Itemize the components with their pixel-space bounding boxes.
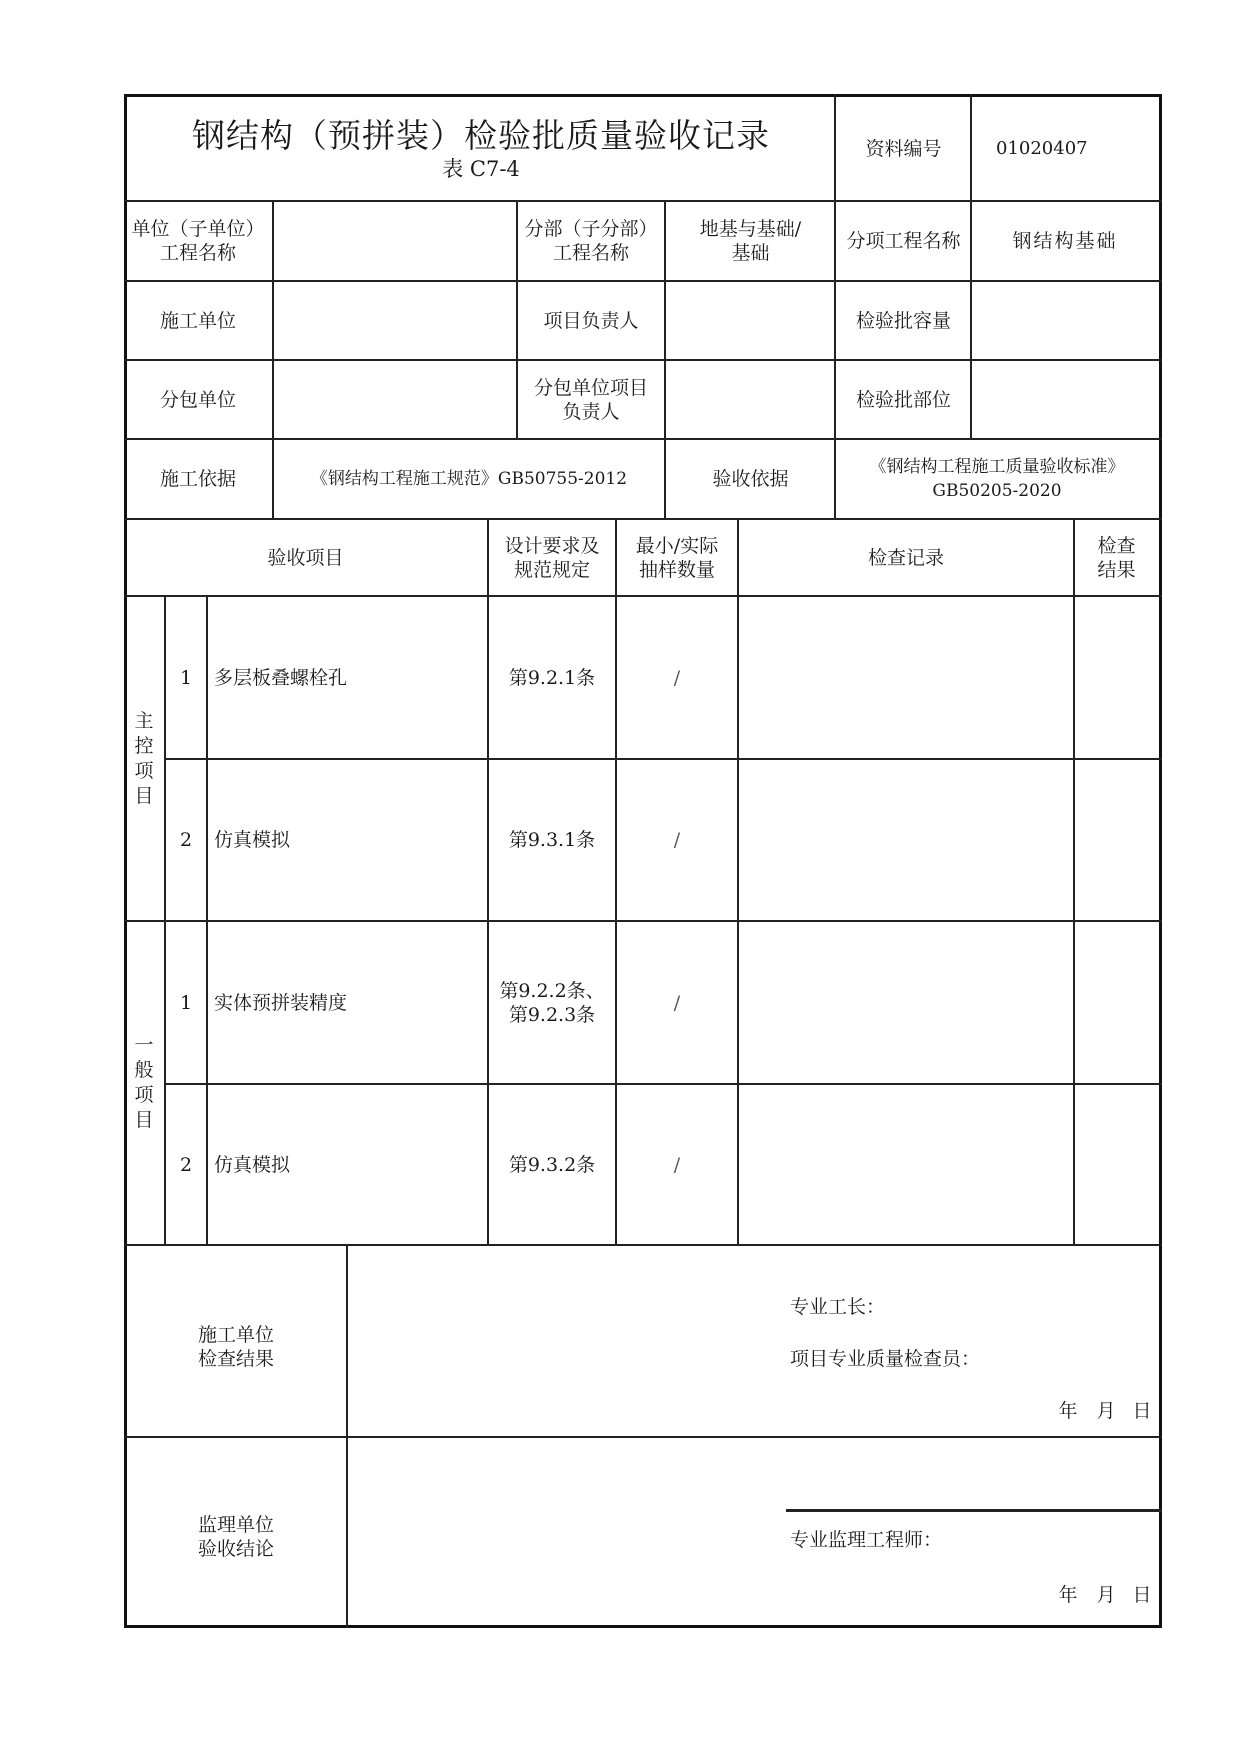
contractor-label: 施工单位: [159, 310, 236, 332]
general-row-2-record: [739, 1085, 1073, 1244]
subitem-name-value: 钢结构基础: [1012, 230, 1118, 252]
subcontractor-label: 分包单位: [159, 389, 236, 411]
main-row-2-clause: 第9.3.1条: [508, 829, 596, 851]
contractor-check-label: 施工单位 检查结果: [198, 1324, 275, 1370]
unit-name-label: 单位（子单位） 工程名称: [131, 218, 265, 264]
general-row-1-no: 1: [179, 991, 193, 1014]
acceptance-basis-value: 《钢结构工程施工质量验收标准》 GB50205-2020: [869, 457, 1125, 501]
main-row-1-no: 1: [179, 666, 193, 689]
supervision-date-year: 年: [1058, 1584, 1078, 1606]
quality-inspector-label: 项目专业质量检查员：: [790, 1348, 981, 1370]
main-row-1-name: 多层板叠螺栓孔: [214, 666, 348, 689]
grid-line: [516, 200, 518, 439]
col-header-item: 验收项目: [267, 546, 344, 569]
grid-line: [1073, 518, 1075, 1245]
main-row-2-name: 仿真模拟: [214, 829, 291, 851]
main-row-2-record: [739, 760, 1073, 920]
main-row-1-record: [739, 597, 1073, 758]
general-row-2-clause: 第9.3.2条: [508, 1153, 596, 1176]
main-row-2-no: 2: [179, 829, 193, 851]
grid-line: [737, 518, 739, 1245]
main-row-1-clause: 第9.2.1条: [508, 666, 596, 689]
col-header-design: 设计要求及 规范规定: [504, 534, 600, 581]
supervising-engineer-label: 专业监理工程师：: [790, 1529, 943, 1551]
grid-line: [124, 280, 1162, 282]
grid-line: [164, 595, 166, 1245]
main-row-1-result: [1075, 597, 1158, 758]
grid-line: [124, 359, 1162, 361]
general-row-1-result: [1075, 922, 1158, 1083]
general-row-2-result: [1075, 1085, 1158, 1244]
grid-line: [346, 1244, 348, 1628]
unit-name-value: [274, 202, 516, 280]
contractor-value: [274, 282, 516, 360]
batch-location-label: 检验批部位: [855, 389, 951, 411]
project-manager-label: 项目负责人: [543, 310, 639, 332]
general-row-1-clause: 第9.2.2条、 第9.2.3条: [499, 979, 605, 1026]
main-row-2-result: [1075, 760, 1158, 920]
col-header-record: 检查记录: [867, 546, 944, 569]
grid-line: [834, 200, 836, 518]
grid-line: [124, 1244, 1162, 1246]
grid-line: [166, 1083, 1162, 1085]
contractor-date-month: 月: [1096, 1400, 1116, 1422]
grid-line: [124, 200, 1162, 202]
grid-line: [272, 200, 274, 518]
col-header-result: 检查 结果: [1097, 534, 1136, 581]
grid-line: [664, 200, 666, 518]
col-header-sample: 最小/实际 抽样数量: [635, 534, 719, 581]
subitem-name-label: 分项工程名称: [846, 230, 961, 252]
project-manager-value: [666, 282, 835, 360]
main-row-2-sample: /: [673, 829, 681, 851]
batch-capacity-value: [972, 282, 1158, 360]
grid-line: [124, 518, 1162, 520]
main-control-group-label: 主 控 项 目: [134, 709, 154, 807]
form-title-block: [127, 97, 835, 200]
division-name-value: 地基与基础/ 基础: [699, 218, 802, 264]
main-row-1-sample: /: [673, 666, 681, 689]
general-row-2-no: 2: [179, 1153, 193, 1176]
grid-line: [124, 595, 1162, 597]
general-row-2-name: 仿真模拟: [214, 1153, 291, 1176]
grid-line: [206, 595, 208, 1245]
grid-line: [970, 200, 972, 439]
batch-capacity-label: 检验批容量: [855, 310, 951, 332]
grid-line: [124, 920, 1162, 922]
doc-no-value: 01020407: [996, 137, 1088, 159]
general-row-1-sample: /: [673, 991, 681, 1014]
construction-basis-label: 施工依据: [159, 468, 236, 490]
grid-line: [834, 94, 836, 202]
grid-line: [124, 438, 1162, 440]
foreman-label: 专业工长：: [790, 1296, 886, 1318]
construction-basis-value: 《钢结构工程施工规范》GB50755-2012: [310, 469, 628, 489]
signature-divider-line: [786, 1509, 1162, 1512]
acceptance-basis-label: 验收依据: [712, 468, 789, 490]
general-group-label: 一 般 项 目: [134, 1034, 154, 1131]
supervision-date-month: 月: [1096, 1584, 1116, 1606]
grid-line: [166, 758, 1162, 760]
grid-line: [124, 1436, 1162, 1438]
subcontractor-value: [274, 361, 516, 439]
grid-line: [615, 518, 617, 1245]
batch-location-value: [972, 361, 1158, 439]
form-subtitle: 表 C7-4: [442, 156, 520, 181]
general-row-2-sample: /: [673, 1153, 681, 1176]
contractor-date-year: 年: [1058, 1400, 1078, 1422]
grid-line: [487, 518, 489, 1245]
general-row-1-name: 实体预拼装精度: [214, 991, 348, 1014]
doc-no-label: 资料编号: [865, 137, 942, 160]
supervision-conclusion-label: 监理单位 验收结论: [198, 1514, 275, 1560]
grid-line: [970, 94, 972, 202]
form-title: 钢结构（预拼装）检验批质量验收记录: [192, 115, 770, 155]
supervision-date-day: 日: [1132, 1584, 1152, 1606]
division-name-label: 分部（子分部） 工程名称: [524, 218, 658, 264]
general-row-1-record: [739, 922, 1073, 1083]
sub-pm-label: 分包单位项目 负责人: [533, 377, 648, 423]
contractor-date-day: 日: [1132, 1400, 1152, 1422]
sub-pm-value: [666, 361, 835, 439]
